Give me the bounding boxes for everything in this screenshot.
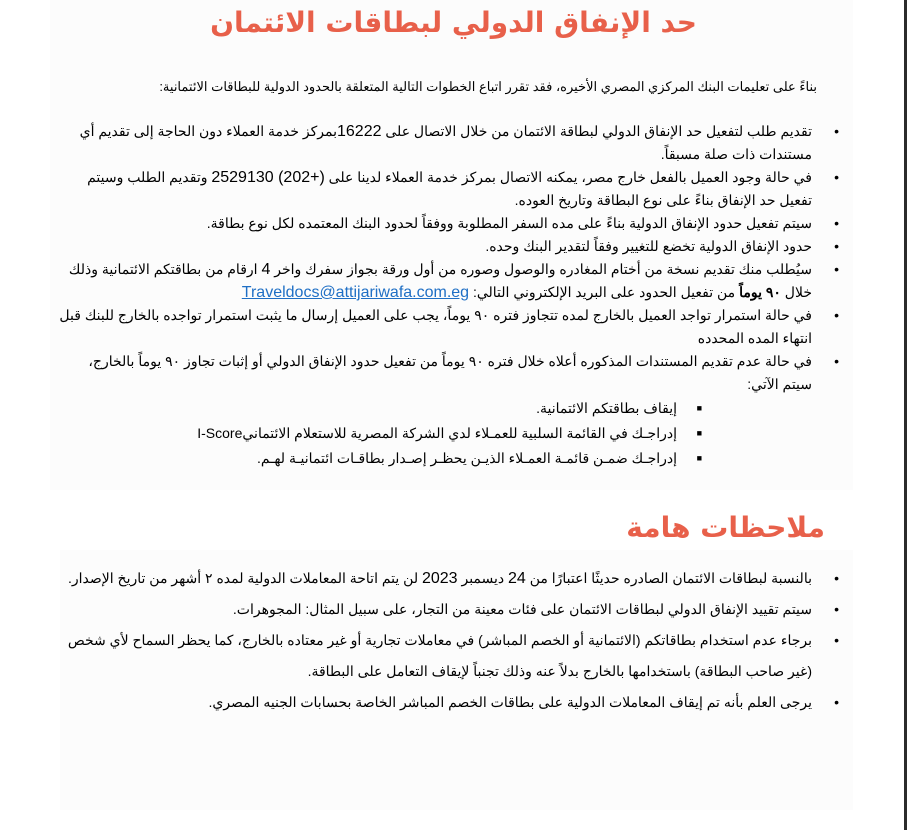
list-item: [57, 304, 847, 350]
deadline-days: ٩٠ يوماً: [739, 284, 781, 300]
requirements-list: [57, 120, 847, 471]
bullet-icon: •: [834, 261, 839, 277]
note-text: سيتم تقييد الإنفاق الدولي لبطاقات الائتمان على فئات معينة من التجار، على سبيل المثال: المجوهرات.: [232, 601, 812, 617]
list-item: [57, 258, 847, 304]
hotline-number: 16222: [337, 123, 382, 140]
item-text: من تفعيل الحدود على البريد الإلكتروني التالي:: [469, 284, 740, 300]
notes-heading: ملاحظات هامة: [626, 511, 825, 544]
bullet-icon: •: [834, 632, 839, 648]
date-year: 2023: [421, 570, 458, 587]
sub-list-item: [57, 446, 712, 471]
sub-list-item: [57, 396, 712, 421]
note-item: [57, 594, 847, 625]
list-item: [57, 120, 847, 166]
item-text: سيتم تفعيل حدود الإنفاق الدولية بناءً على مده السفر المطلوبة ووفقاً لحدود البنك المعتمده لكل نوع بطاقة.: [206, 215, 812, 231]
sub-item-text: إيقاف بطاقتكم الائتمانية.: [536, 400, 677, 416]
item-text: في حالة استمرار تواجد العميل بالخارج لمده تتجاوز فتره ٩٠ يوماً، يجب على العميل إرسال ما يثبت استمرار تواجده بالخارج للبنك قبل انتهاء المده المحدده: [59, 307, 812, 346]
bullet-icon: •: [834, 238, 839, 254]
note-text: يرجى العلم بأنه تم إيقاف المعاملات الدولية على بطاقات الخصم المباشر الخاصة بحسابات الجنيه المصري.: [208, 694, 812, 710]
bullet-icon: •: [834, 307, 839, 323]
note-item: [57, 625, 847, 687]
note-text: برجاء عدم استخدام بطاقاتكم (الائتمانية أو الخصم المباشر) في معاملات تجارية أو غير معتاده بالخارج، كما يحظر السماح لأي شخص (غير صاحب البطاقة) باستخدامها بالخارج بدلاً عنه وذلك تجنباً لإيقاف التعامل على البطاقة.: [67, 632, 812, 679]
sub-list-item: [57, 421, 712, 446]
note-item: [57, 687, 847, 718]
item-text: في حالة وجود العميل بالفعل خارج مصر، يمكنه الاتصال بمركز خدمة العملاء لدينا على: [324, 169, 812, 185]
square-bullet-icon: ■: [696, 428, 702, 438]
item-text: ارقام من بطاقتكم الائتمانية وذلك خلال: [68, 261, 812, 300]
item-text: وتقديم الطلب وسيتم تفعيل حد الإنفاق بناءً على نوع البطاقة وتاريخ العوده.: [87, 169, 812, 208]
phone-number: 2529130 (202+): [211, 169, 325, 186]
item-text: سيُطلب منك تقديم نسخة من أختام المغادره والوصول وصوره من أول ورقة بجواز سفرك واخر: [270, 261, 812, 277]
note-text: لن يتم اتاحة المعاملات الدولية لمده ٢ أشهر من تاريخ الإصدار.: [68, 570, 422, 586]
page-title: حد الإنفاق الدولي لبطاقات الائتمان: [210, 6, 697, 39]
bullet-icon: •: [834, 215, 839, 231]
list-item: [57, 235, 847, 258]
square-bullet-icon: ■: [696, 403, 702, 413]
item-text: تقديم طلب لتفعيل حد الإنفاق الدولي لبطاقة الائتمان من خلال الاتصال على: [381, 123, 812, 139]
sub-item-text: إدراجـك في القائمة السلبية للعمـلاء لدي الشركة المصرية للاستعلام الائتمانيI-Score: [197, 425, 677, 441]
note-item: [57, 563, 847, 594]
bullet-icon: •: [834, 570, 839, 586]
item-text: بمركز خدمة العملاء دون الحاجة إلى تقديم أي مستندات ذات صلة مسبقاً.: [79, 123, 812, 162]
consequences-list: [57, 396, 812, 471]
bullet-icon: •: [834, 169, 839, 185]
email-link[interactable]: Traveldocs@attijariwafa.com.eg: [241, 284, 470, 301]
bullet-icon: •: [834, 123, 839, 139]
square-bullet-icon: ■: [696, 453, 702, 463]
bullet-icon: •: [834, 353, 839, 369]
date-day: 24: [508, 570, 526, 587]
item-text: حدود الإنفاق الدولية تخضع للتغيير وفقاً لتقدير البنك وحده.: [485, 238, 812, 254]
list-item: [57, 212, 847, 235]
digits-count: 4: [261, 261, 271, 278]
note-text: بالنسبة لبطاقات الائتمان الصادره حديثًا اعتبارًا من: [525, 570, 812, 586]
bullet-icon: •: [834, 694, 839, 710]
item-text: في حالة عدم تقديم المستندات المذكوره أعلاه خلال فتره ٩٠ يوماً من تفعيل حدود الإنفاق الدولي أو إثبات تجاوز ٩٠ يوماً بالخارج، سيتم الآتي:: [88, 353, 812, 392]
list-item: [57, 350, 847, 471]
intro-paragraph: بناءً على تعليمات البنك المركزي المصري الأخيره، فقد تقرر اتباع الخطوات التالية المتعلقة بالحدود الدولية للبطاقات الائتمانية:: [159, 79, 817, 94]
note-text: ديسمبر: [457, 570, 509, 586]
sub-item-text: إدراجـك ضمـن قائمـة العمـلاء الذيـن يحظـر إصـدار بطاقـات ائتمانيـة لهـم.: [257, 450, 677, 466]
bullet-icon: •: [834, 601, 839, 617]
notes-list: [57, 563, 847, 718]
list-item: [57, 166, 847, 212]
